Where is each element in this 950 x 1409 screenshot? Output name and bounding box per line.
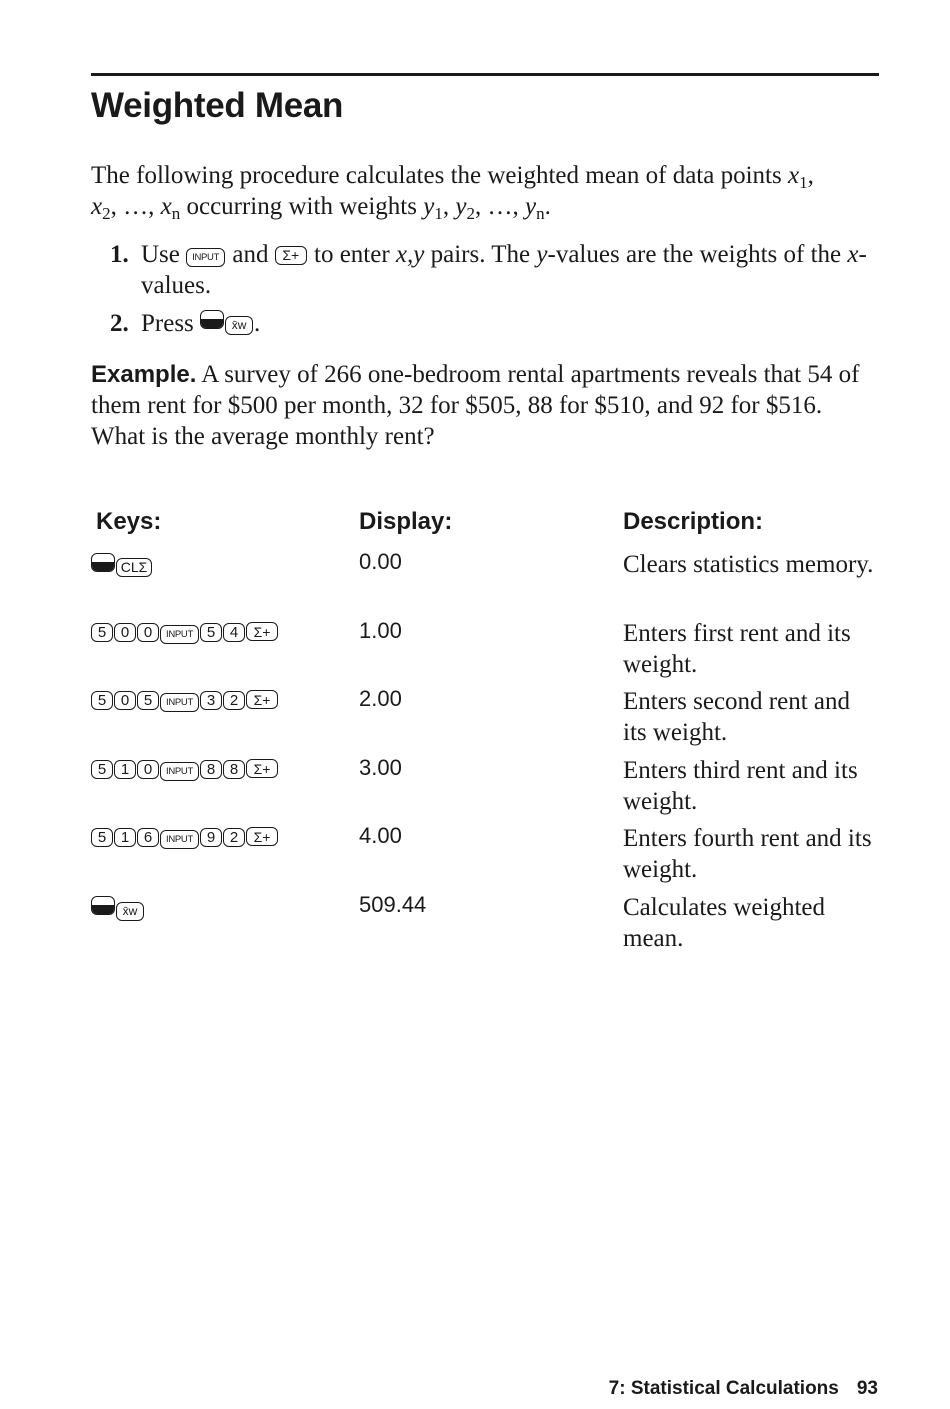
description-text: Enters second rent and its weight. [623,688,851,746]
sigma-plus-key: Σ+ [246,827,278,846]
sub-n: n [171,204,181,223]
step-1 [110,239,870,301]
description-text: Enters fourth rent and its weight. [623,825,872,883]
keys-cell [91,553,153,579]
step-text: -values are the weights of the [547,241,842,268]
digit-key: 0 [137,623,159,642]
display-value: 3.00 [359,755,402,780]
digit-key: 2 [223,691,245,710]
description-text: Enters first rent and its weight. [623,620,851,678]
digit-key: 0 [114,691,136,710]
digit-key: 1 [114,760,136,779]
shift-key-icon [91,896,115,915]
intro-text-b: occurring with weights [180,193,424,220]
page-title: Weighted Mean [91,86,344,125]
var-y: y [536,241,548,268]
digit-key: 1 [114,828,136,847]
var-y: y [423,193,435,220]
digit-key: 8 [200,760,222,779]
digit-key: 5 [91,760,113,779]
page-footer [609,1378,878,1400]
step-text: Press [141,310,194,337]
period: . [544,193,551,220]
shift-key-icon [200,310,224,329]
keys-cell [91,690,279,712]
period: . [254,310,261,337]
weighted-mean-key: x̄w [116,902,144,921]
example-paragraph [91,359,881,452]
var-x: x [787,162,800,189]
ellipsis: , …, [474,193,525,220]
weighted-mean-key: x̄w [225,316,253,335]
var-xy: x,y [395,241,425,268]
chapter-title: 7: Statistical Calculations [608,1378,839,1399]
sigma-plus-key: Σ+ [246,690,278,709]
sub-n: n [536,204,545,223]
var-x: x [847,241,859,268]
description-header: Description: [623,508,764,535]
digit-key: 5 [200,623,222,642]
display-value: 1.00 [359,618,402,643]
procedure-steps [110,239,870,346]
step-text: pairs. The [430,241,531,268]
step-text: -values. [141,241,867,299]
description-text: Calculates weighted mean. [623,894,826,952]
step-number: 1. [110,241,129,268]
shift-key-icon [91,553,115,572]
page-number: 93 [856,1378,878,1399]
digit-key: 4 [223,623,245,642]
digit-key: 5 [91,828,113,847]
keys-cell [91,759,279,781]
input-key: INPUT [186,248,225,267]
input-key: INPUT [160,762,199,781]
keys-cell [91,827,279,849]
step-text: and [232,241,269,268]
digit-key: 5 [91,691,113,710]
input-key: INPUT [160,625,199,644]
digit-key: 0 [137,760,159,779]
ellipsis: , …, [110,193,161,220]
step-2 [110,308,870,339]
display-value: 509.44 [359,892,427,917]
comma: , [807,162,814,189]
sub-1: 1 [434,204,443,223]
intro-text: The following procedure calculates the weighted mean of data points [91,162,788,189]
display-value: 2.00 [359,686,402,711]
sigma-plus-key: Σ+ [246,759,278,778]
display-value: 4.00 [359,823,402,848]
input-key: INPUT [160,693,199,712]
input-key: INPUT [160,830,199,849]
sub-2: 2 [102,204,111,223]
digit-key: 0 [114,623,136,642]
sub-2: 2 [466,204,475,223]
display-header: Display: [359,508,453,535]
digit-key: 9 [200,828,222,847]
keys-cell [91,896,145,922]
description-text: Clears statistics memory. [623,551,874,578]
comma: , [442,193,456,220]
digit-key: 5 [91,623,113,642]
digit-key: 8 [223,760,245,779]
keys-cell [91,622,279,644]
digit-key: 6 [137,828,159,847]
step-text: Use [141,241,180,268]
var-x: x [91,193,103,220]
digit-key: 3 [200,691,222,710]
step-text: to enter [314,241,390,268]
step-number: 2. [110,310,129,337]
digit-key: 2 [223,828,245,847]
sigma-plus-key: Σ+ [275,246,307,265]
display-value: 0.00 [359,549,402,574]
var-y: y [455,193,467,220]
example-text: A survey of 266 one-bedroom rental apartments reveals that 54 of them rent for $500 per month, 32 for $505, 88 for $510, and 92 for $516. What is the average monthly rent? [91,361,860,450]
description-text: Enters third rent and its weight. [623,757,858,815]
var-y: y [524,193,537,220]
var-x: x [160,193,172,220]
sub-1: 1 [799,173,808,192]
intro-paragraph [91,160,881,222]
keys-header: Keys: [96,508,162,535]
digit-key: 5 [137,691,159,710]
example-label: Example. [91,361,197,388]
clear-stats-key: CLΣ [116,558,152,577]
top-rule [91,73,879,76]
sigma-plus-key: Σ+ [246,622,278,641]
